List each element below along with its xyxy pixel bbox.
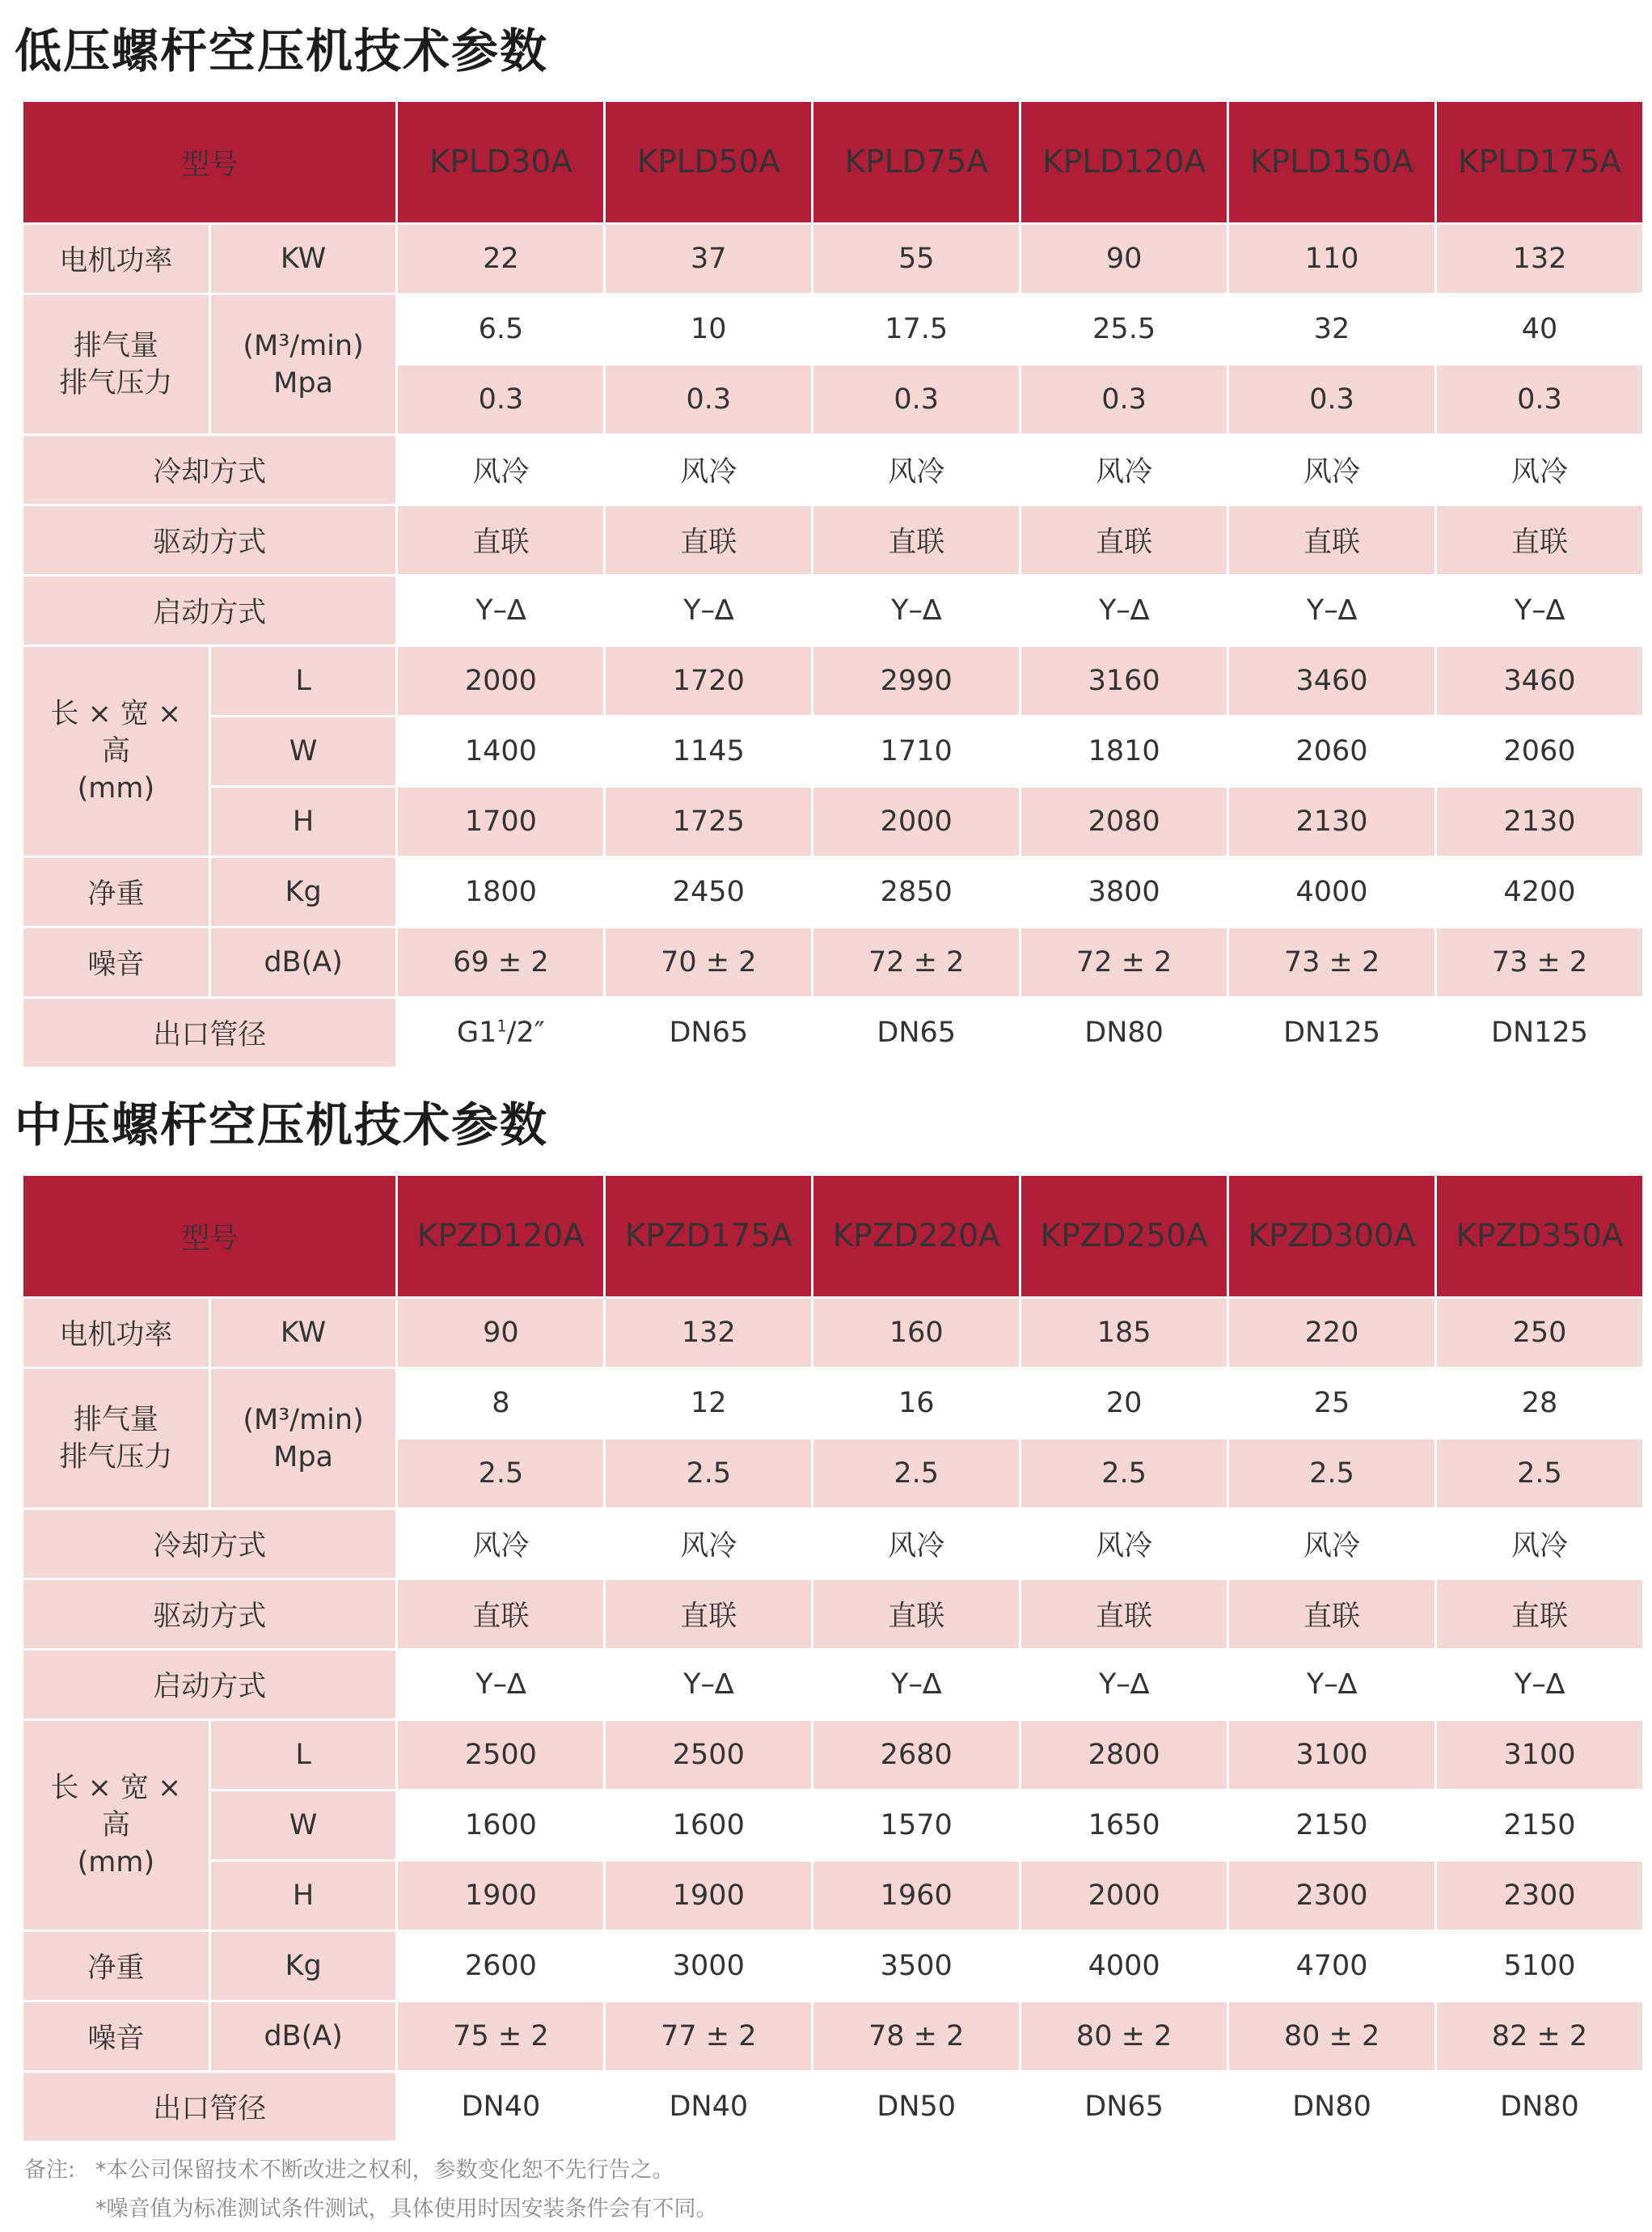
cooling-cell: 风冷 [1229, 1510, 1434, 1578]
model-name: KPZD300A [1229, 1176, 1434, 1296]
cooling-cell: 风冷 [1437, 436, 1642, 504]
air-flow-cell: 6.5 [398, 295, 603, 363]
model-name: KPZD220A [813, 1176, 1019, 1296]
drive-cell: 直联 [606, 1580, 811, 1648]
dimension-h-cell: 1960 [813, 1862, 1019, 1930]
dimension-w-cell: 1570 [813, 1791, 1019, 1859]
dimension-w-unit: W [211, 717, 396, 785]
dimension-h-cell: 1725 [606, 788, 811, 856]
cooling-cell: 风冷 [606, 436, 811, 504]
power-unit: KW [211, 1299, 396, 1367]
air-flow-cell: 10 [606, 295, 811, 363]
weight-cell: 5100 [1437, 1932, 1642, 2000]
dimension-h-cell: 2130 [1437, 788, 1642, 856]
weight-cell: 3000 [606, 1932, 811, 2000]
table-row [23, 1299, 1642, 1367]
outlet-cell: DN125 [1229, 999, 1434, 1067]
dimensions-label-line: 高 [101, 735, 130, 767]
noise-cell: 70 ± 2 [606, 928, 811, 996]
table-row [23, 225, 1642, 293]
table-row [23, 858, 1642, 926]
drive-cell: 直联 [813, 506, 1019, 574]
drive-label: 驱动方式 [23, 1580, 395, 1648]
drive-cell: 直联 [1021, 1580, 1227, 1648]
air-flow-cell: 16 [813, 1369, 1019, 1437]
noise-cell: 80 ± 2 [1229, 2002, 1434, 2070]
air-pressure-cell: 2.5 [606, 1439, 811, 1507]
power-cell: 160 [813, 1299, 1019, 1367]
table-row [23, 1510, 1642, 1578]
start-label: 启动方式 [23, 577, 395, 645]
outlet-label: 出口管径 [23, 999, 395, 1067]
start-cell: Y–∆ [606, 1651, 811, 1718]
dimension-w-cell: 2060 [1229, 717, 1434, 785]
start-cell: Y–∆ [1437, 577, 1642, 645]
outlet-size-main: G1 [457, 1017, 497, 1049]
air-pressure-cell: 0.3 [398, 366, 603, 433]
dimension-l-cell: 1720 [606, 647, 811, 715]
dimension-l-cell: 3460 [1229, 647, 1434, 715]
cooling-cell: 风冷 [1021, 1510, 1227, 1578]
footnote-line-1: 备注: *本公司保留技术不断改进之权利，参数变化恕不先行告之。 [24, 2151, 718, 2190]
weight-cell: 4700 [1229, 1932, 1434, 2000]
table-row [23, 2073, 1642, 2141]
air-pressure-cell: 2.5 [1021, 1439, 1227, 1507]
cooling-label: 冷却方式 [23, 1510, 395, 1578]
outlet-cell: DN80 [1437, 2073, 1642, 2141]
air-unit [211, 1369, 396, 1507]
weight-label: 净重 [23, 858, 209, 926]
dimension-l-cell: 2990 [813, 647, 1019, 715]
power-cell: 250 [1437, 1299, 1642, 1367]
dimensions-label-line: 长 × 宽 × [50, 698, 182, 730]
power-cell: 132 [1437, 225, 1642, 293]
air-pressure-cell: 2.5 [1437, 1439, 1642, 1507]
air-label [23, 295, 209, 433]
model-name: KPLD120A [1021, 102, 1227, 222]
air-pressure-cell: 2.5 [1229, 1439, 1434, 1507]
noise-unit: dB(A) [211, 2002, 396, 2070]
air-unit [211, 295, 396, 433]
noise-cell: 69 ± 2 [398, 928, 603, 996]
noise-cell: 75 ± 2 [398, 2002, 603, 2070]
power-label: 电机功率 [23, 1299, 209, 1367]
weight-cell: 2600 [398, 1932, 603, 2000]
dimension-w-cell: 1650 [1021, 1791, 1227, 1859]
table-row [23, 647, 1642, 715]
start-cell: Y–∆ [1229, 577, 1434, 645]
dimension-w-cell: 1145 [606, 717, 811, 785]
table-row [23, 2002, 1642, 2070]
dimensions-label-line: (mm) [77, 772, 155, 805]
table-row [23, 717, 1642, 785]
air-pressure-label: 排气压力 [59, 366, 173, 399]
dimensions-label [23, 647, 209, 856]
dimension-l-cell: 3160 [1021, 647, 1227, 715]
noise-cell: 78 ± 2 [813, 2002, 1019, 2070]
outlet-label: 出口管径 [23, 2073, 395, 2141]
drive-cell: 直联 [398, 1580, 603, 1648]
power-cell: 22 [398, 225, 603, 293]
dimension-w-cell: 1710 [813, 717, 1019, 785]
weight-cell: 1800 [398, 858, 603, 926]
table-row [23, 1862, 1642, 1930]
cooling-cell: 风冷 [398, 436, 603, 504]
air-flow-cell: 8 [398, 1369, 603, 1437]
spec-table-medium-pressure [21, 1173, 1645, 2143]
start-cell: Y–∆ [813, 577, 1019, 645]
power-cell: 55 [813, 225, 1019, 293]
noise-cell: 73 ± 2 [1437, 928, 1642, 996]
dimension-l-cell: 3100 [1437, 1721, 1642, 1789]
dimension-w-cell: 2150 [1229, 1791, 1434, 1859]
air-flow-cell: 32 [1229, 295, 1434, 363]
footnotes [24, 2151, 718, 2229]
air-flow-label: 排气量 [73, 329, 158, 362]
power-cell: 220 [1229, 1299, 1434, 1367]
power-cell: 90 [398, 1299, 603, 1367]
air-pressure-cell: 2.5 [813, 1439, 1019, 1507]
dimension-h-unit: H [211, 1862, 396, 1930]
cooling-cell: 风冷 [1437, 1510, 1642, 1578]
air-flow-cell: 25 [1229, 1369, 1434, 1437]
table-row [23, 1791, 1642, 1859]
start-cell: Y–∆ [1021, 577, 1227, 645]
air-flow-cell: 25.5 [1021, 295, 1227, 363]
air-pressure-cell: 0.3 [1437, 366, 1642, 433]
drive-cell: 直联 [1437, 1580, 1642, 1648]
noise-cell: 72 ± 2 [813, 928, 1019, 996]
air-flow-unit: (M³/min) [243, 1403, 364, 1436]
dimension-h-cell: 1900 [606, 1862, 811, 1930]
noise-cell: 82 ± 2 [1437, 2002, 1642, 2070]
start-label: 启动方式 [23, 1651, 395, 1718]
drive-cell: 直联 [606, 506, 811, 574]
outlet-cell: DN65 [813, 999, 1019, 1067]
air-pressure-cell: 0.3 [606, 366, 811, 433]
dimension-l-cell: 2800 [1021, 1721, 1227, 1789]
dimension-w-cell: 1600 [398, 1791, 603, 1859]
start-cell: Y–∆ [1437, 1651, 1642, 1718]
model-header-label: 型号 [23, 102, 395, 222]
dimension-h-cell: 1900 [398, 1862, 603, 1930]
dimension-l-cell: 3460 [1437, 647, 1642, 715]
drive-cell: 直联 [398, 506, 603, 574]
dimension-h-cell: 2130 [1229, 788, 1434, 856]
drive-cell: 直联 [1021, 506, 1227, 574]
air-flow-cell: 12 [606, 1369, 811, 1437]
model-name: KPLD150A [1229, 102, 1434, 222]
air-flow-label: 排气量 [73, 1403, 158, 1436]
dimension-h-cell: 2000 [813, 788, 1019, 856]
outlet-cell: DN80 [1229, 2073, 1434, 2141]
table-row [23, 577, 1642, 645]
start-cell: Y–∆ [1229, 1651, 1434, 1718]
table-row [23, 1932, 1642, 2000]
noise-label: 噪音 [23, 928, 209, 996]
power-cell: 90 [1021, 225, 1227, 293]
dimension-l-cell: 2680 [813, 1721, 1019, 1789]
table-row [23, 928, 1642, 996]
outlet-cell: DN40 [606, 2073, 811, 2141]
drive-cell: 直联 [1437, 506, 1642, 574]
outlet-size-fraction: 1 [496, 1017, 507, 1036]
air-label [23, 1369, 209, 1507]
outlet-cell: DN80 [1021, 999, 1227, 1067]
power-label: 电机功率 [23, 225, 209, 293]
dimension-h-cell: 1700 [398, 788, 603, 856]
dimension-h-unit: H [211, 788, 396, 856]
start-cell: Y–∆ [398, 1651, 603, 1718]
table-row [23, 1721, 1642, 1789]
weight-cell: 3800 [1021, 858, 1227, 926]
model-name: KPZD350A [1437, 1176, 1642, 1296]
noise-cell: 72 ± 2 [1021, 928, 1227, 996]
table-row [23, 506, 1642, 574]
model-header-label: 型号 [23, 1176, 395, 1296]
drive-cell: 直联 [1229, 1580, 1434, 1648]
weight-cell: 3500 [813, 1932, 1019, 2000]
outlet-cell: DN125 [1437, 999, 1642, 1067]
cooling-cell: 风冷 [813, 1510, 1019, 1578]
weight-cell: 4000 [1229, 858, 1434, 926]
footnote-label: 备注: [24, 2158, 76, 2183]
dimension-l-unit: L [211, 1721, 396, 1789]
power-cell: 37 [606, 225, 811, 293]
air-flow-cell: 40 [1437, 295, 1642, 363]
cooling-cell: 风冷 [606, 1510, 811, 1578]
dimension-l-cell: 2000 [398, 647, 603, 715]
dimension-h-cell: 2300 [1229, 1862, 1434, 1930]
dimensions-label-line: 长 × 宽 × [50, 1772, 182, 1804]
air-pressure-cell: 0.3 [1229, 366, 1434, 433]
drive-label: 驱动方式 [23, 506, 395, 574]
air-flow-unit: (M³/min) [243, 329, 364, 362]
dimension-l-cell: 2500 [398, 1721, 603, 1789]
noise-cell: 80 ± 2 [1021, 2002, 1227, 2070]
dimension-h-cell: 2000 [1021, 1862, 1227, 1930]
air-flow-cell: 17.5 [813, 295, 1019, 363]
dimension-h-cell: 2080 [1021, 788, 1227, 856]
model-name: KPLD175A [1437, 102, 1642, 222]
noise-unit: dB(A) [211, 928, 396, 996]
model-name: KPLD50A [606, 102, 811, 222]
table-row [23, 1369, 1642, 1437]
model-name: KPZD120A [398, 1176, 603, 1296]
air-pressure-unit: Mpa [273, 1440, 334, 1473]
outlet-cell: DN50 [813, 2073, 1019, 2141]
dimension-l-cell: 2500 [606, 1721, 811, 1789]
start-cell: Y–∆ [813, 1651, 1019, 1718]
air-flow-cell: 20 [1021, 1369, 1227, 1437]
model-name: KPZD175A [606, 1176, 811, 1296]
air-pressure-cell: 0.3 [1021, 366, 1227, 433]
start-cell: Y–∆ [1021, 1651, 1227, 1718]
outlet-cell: DN40 [398, 2073, 603, 2141]
dimension-h-cell: 2300 [1437, 1862, 1642, 1930]
dimension-w-unit: W [211, 1791, 396, 1859]
cooling-cell: 风冷 [813, 436, 1019, 504]
dimensions-label-line: (mm) [77, 1846, 155, 1879]
dimensions-label-line: 高 [101, 1809, 130, 1841]
dimension-l-cell: 3100 [1229, 1721, 1434, 1789]
header-row [23, 1176, 1642, 1296]
air-pressure-cell: 2.5 [398, 1439, 603, 1507]
spec-table-low-pressure [21, 99, 1645, 1069]
weight-cell: 4000 [1021, 1932, 1227, 2000]
start-cell: Y–∆ [606, 577, 811, 645]
table-row [23, 1651, 1642, 1718]
dimension-w-cell: 2150 [1437, 1791, 1642, 1859]
air-pressure-unit: Mpa [273, 366, 334, 399]
model-name: KPLD30A [398, 102, 603, 222]
weight-cell: 2850 [813, 858, 1019, 926]
table-row [23, 436, 1642, 504]
weight-cell: 2450 [606, 858, 811, 926]
cooling-cell: 风冷 [1229, 436, 1434, 504]
header-row [23, 102, 1642, 222]
table-row [23, 788, 1642, 856]
air-pressure-label: 排气压力 [59, 1440, 173, 1473]
weight-unit: Kg [211, 858, 396, 926]
dimension-w-cell: 1400 [398, 717, 603, 785]
power-cell: 185 [1021, 1299, 1227, 1367]
noise-cell: 77 ± 2 [606, 2002, 811, 2070]
outlet-cell [398, 999, 603, 1067]
weight-unit: Kg [211, 1932, 396, 2000]
dimension-w-cell: 1600 [606, 1791, 811, 1859]
model-name: KPLD75A [813, 102, 1019, 222]
dimension-w-cell: 2060 [1437, 717, 1642, 785]
drive-cell: 直联 [1229, 506, 1434, 574]
section-title-low-pressure: 低压螺杆空压机技术参数 [15, 23, 549, 78]
noise-cell: 73 ± 2 [1229, 928, 1434, 996]
outlet-cell: DN65 [606, 999, 811, 1067]
power-unit: KW [211, 225, 396, 293]
cooling-label: 冷却方式 [23, 436, 395, 504]
weight-cell: 4200 [1437, 858, 1642, 926]
air-pressure-cell: 0.3 [813, 366, 1019, 433]
table-row [23, 295, 1642, 363]
dimensions-label [23, 1721, 209, 1930]
cooling-cell: 风冷 [398, 1510, 603, 1578]
table-row [23, 999, 1642, 1067]
drive-cell: 直联 [813, 1580, 1019, 1648]
air-flow-cell: 28 [1437, 1369, 1642, 1437]
power-cell: 110 [1229, 225, 1434, 293]
power-cell: 132 [606, 1299, 811, 1367]
model-name: KPZD250A [1021, 1176, 1227, 1296]
dimension-l-unit: L [211, 647, 396, 715]
footnote-line-2: *噪音值为标准测试条件测试，具体使用时因安装条件会有不同。 [95, 2196, 718, 2221]
start-cell: Y–∆ [398, 577, 603, 645]
outlet-size-rest: /2″ [506, 1017, 545, 1049]
section-title-medium-pressure: 中压螺杆空压机技术参数 [15, 1097, 549, 1152]
cooling-cell: 风冷 [1021, 436, 1227, 504]
outlet-cell: DN65 [1021, 2073, 1227, 2141]
dimension-w-cell: 1810 [1021, 717, 1227, 785]
noise-label: 噪音 [23, 2002, 209, 2070]
weight-label: 净重 [23, 1932, 209, 2000]
table-row [23, 1580, 1642, 1648]
